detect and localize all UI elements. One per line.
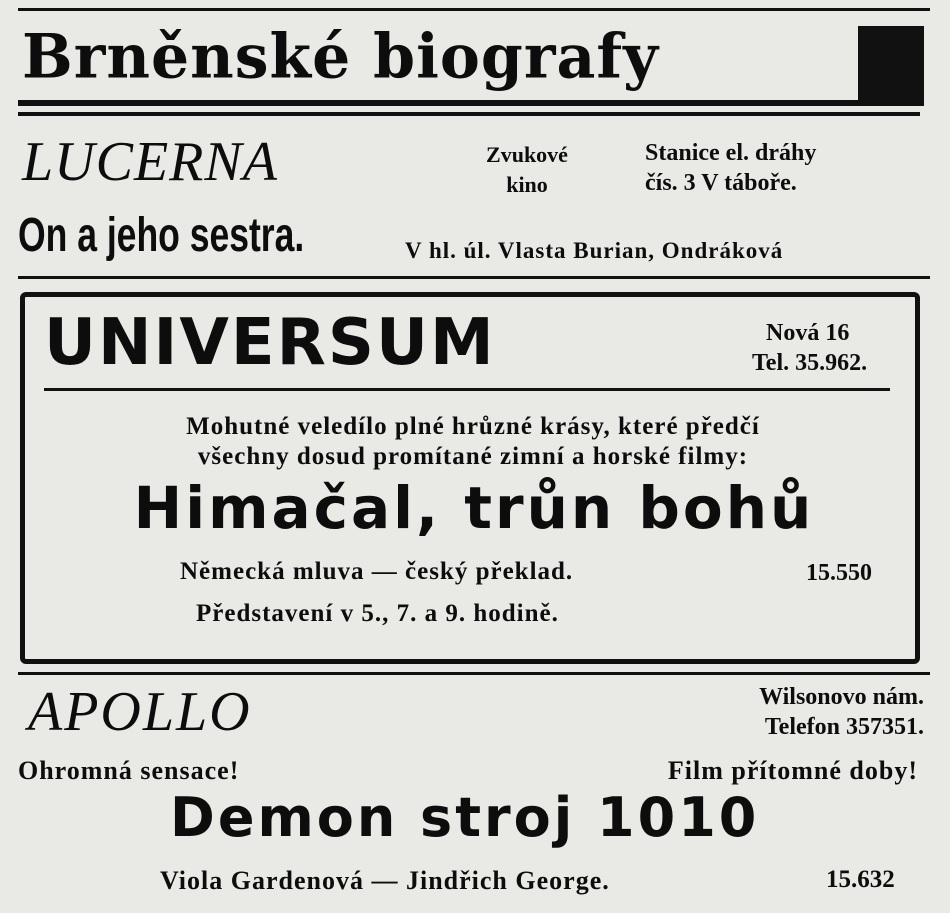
apollo-code: 15.632 [826, 866, 895, 893]
apollo-address-line2: Telefon 357351. [764, 714, 924, 740]
lucerna-name: LUCERNA [22, 131, 278, 193]
lucerna-type [452, 140, 602, 200]
universum-showtimes: Představení v 5., 7. a 9. hodině. [196, 600, 559, 627]
apollo-left-slogan: Ohromná sensace! [18, 756, 240, 785]
apollo-cast: Viola Gardenová — Jindřich George. [160, 866, 610, 895]
lucerna-film-title: On a jeho sestra. [18, 209, 305, 262]
universum-description [48, 412, 898, 472]
top-rule [18, 8, 930, 11]
apollo-name: APOLLO [28, 681, 252, 743]
universum-address [752, 318, 902, 378]
universum-address-line2: Tel. 35.962. [752, 350, 868, 376]
universum-film-title: Himačal, trůn bohů [133, 474, 815, 542]
universum-code: 15.550 [806, 560, 872, 586]
lucerna-cast: V hl. úl. Vlasta Burian, Ondráková [405, 238, 784, 263]
universum-bottom-rule [18, 672, 930, 675]
universum-language: Německá mluva — český překlad. [180, 558, 574, 585]
lucerna-address-line1: Stanice el. dráhy [645, 140, 817, 166]
masthead-rule-thin [18, 112, 920, 116]
masthead-rule-thick [18, 100, 920, 106]
apollo-right-slogan: Film přítomné doby! [667, 756, 918, 785]
universum-name: UNIVERSUM [44, 306, 496, 380]
masthead-block [858, 26, 924, 106]
universum-address-line1: Nová 16 [766, 320, 850, 346]
apollo-address [652, 682, 924, 742]
universum-divider [44, 388, 890, 391]
masthead-title: Brněnské biografy [22, 21, 660, 93]
universum-description-line1: Mohutné veledílo plné hrůzné krásy, které předčí [186, 413, 760, 440]
universum-description-line2: všechny dosud promítané zimní a horské filmy: [197, 443, 749, 470]
apollo-film-title: Demon stroj 1010 [170, 786, 760, 849]
lucerna-address [645, 138, 930, 198]
lucerna-address-line2: čís. 3 V táboře. [645, 170, 797, 196]
apollo-address-line1: Wilsonovo nám. [759, 684, 924, 710]
lucerna-type-line1: Zvukové [486, 142, 568, 167]
lucerna-bottom-rule [18, 276, 930, 279]
lucerna-type-line2: kino [506, 172, 548, 197]
